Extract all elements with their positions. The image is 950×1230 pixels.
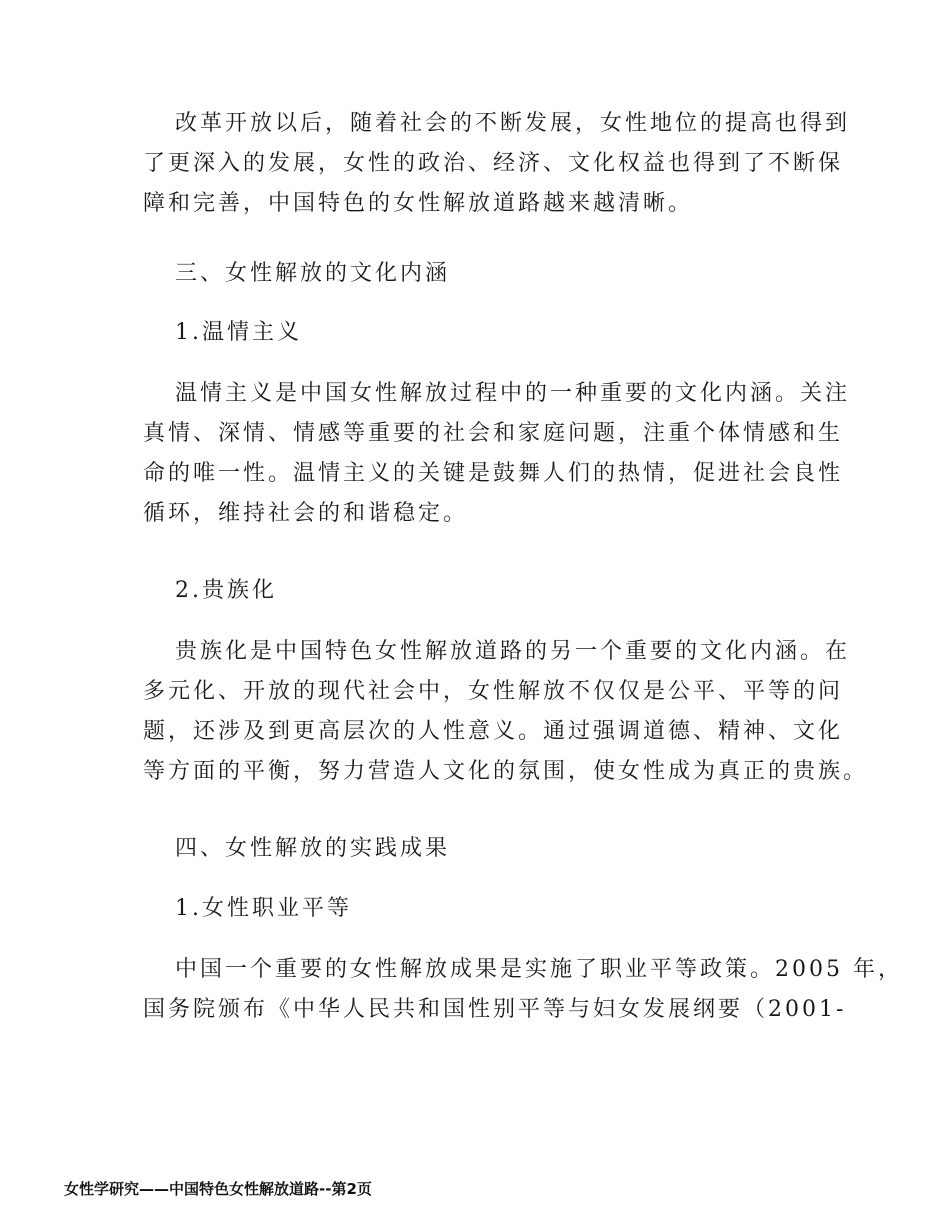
paragraph-line: 多元化、开放的现代社会中，女性解放不仅仅是公平、平等的问 [143,679,844,704]
paragraph-line: 中国一个重要的女性解放成果是实施了职业平等政策。2005 年， [175,957,903,982]
paragraph-line: 命的唯一性。温情主义的关键是鼓舞人们的热情，促进社会良性 [143,461,844,486]
page-footer: 女性学研究——中国特色女性解放道路--第2页 [64,1180,372,1198]
paragraph-career-equality [143,950,903,1030]
paragraph-line: 真情、深情、情感等重要的社会和家庭问题，注重个体情感和生 [143,421,844,446]
subheading-warmth: 1.温情主义 [175,320,302,345]
paragraph-line: 循环，维持社会的和谐稳定。 [143,501,469,526]
subheading-career-equality: 1.女性职业平等 [175,896,352,921]
paragraph-line: 贵族化是中国特色女性解放道路的另一个重要的文化内涵。在 [175,639,851,664]
section-heading-practical-results: 四、女性解放的实践成果 [175,836,451,861]
paragraph-aristocratic [143,632,869,792]
paragraph-line: 等方面的平衡，努力营造人文化的氛围，使女性成为真正的贵族。 [143,759,869,784]
paragraph-line: 改革开放以后，随着社会的不断发展，女性地位的提高也得到 [175,111,851,136]
paragraph-line: 障和完善，中国特色的女性解放道路越来越清晰。 [143,191,694,216]
paragraph-line: 了更深入的发展，女性的政治、经济、文化权益也得到了不断保 [143,151,844,176]
subheading-aristocratic: 2.贵族化 [175,578,277,603]
paragraph-line: 国务院颁布《中华人民共和国性别平等与妇女发展纲要（2001- [143,997,847,1022]
section-heading-cultural-connotation: 三、女性解放的文化内涵 [175,261,451,286]
paragraph-reform-opening [143,104,851,224]
paragraph-warmth [143,374,851,534]
paragraph-line: 题，还涉及到更高层次的人性意义。通过强调道德、精神、文化 [143,719,844,744]
paragraph-line: 温情主义是中国女性解放过程中的一种重要的文化内涵。关注 [175,381,851,406]
